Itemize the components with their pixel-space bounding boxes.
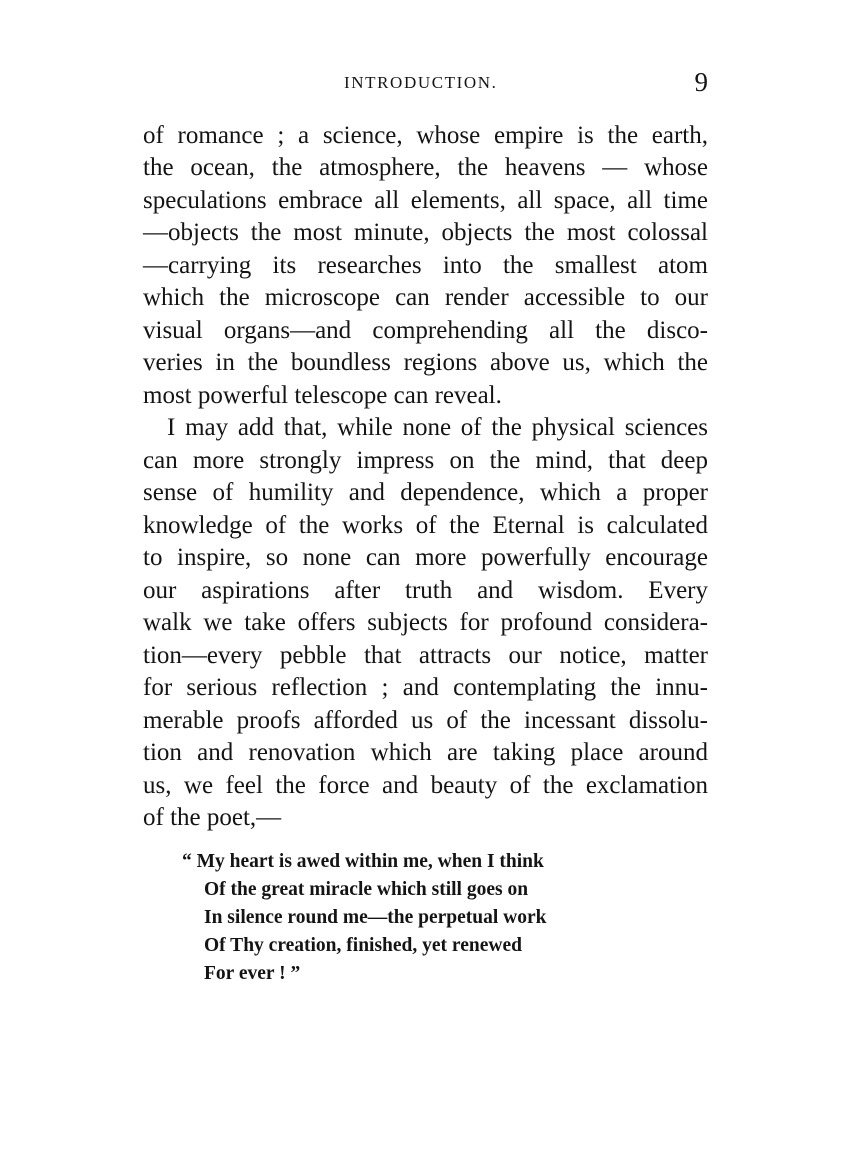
text-line: to inspire, so none can more powerfully encourage (143, 544, 708, 571)
verse-line: Of Thy creation, finished, yet renewed (204, 935, 522, 956)
text-line: —objects the most minute, objects the most colossal (143, 219, 708, 246)
running-title: INTRODUCTION. (344, 73, 498, 92)
verse-line: In silence round me—the perpetual work (204, 907, 547, 928)
text-line: sense of humility and dependence, which a proper (143, 479, 708, 506)
text-line: of romance ; a science, whose empire is the earth, (143, 122, 708, 149)
text-line: tion and renovation which are taking place around (143, 739, 708, 766)
text-line: veries in the boundless regions above us, which the (143, 349, 708, 376)
text-line: our aspirations after truth and wisdom. Every (143, 577, 708, 604)
text-line: —carrying its researches into the smallest atom (143, 252, 708, 279)
text-line: can more strongly impress on the mind, that deep (143, 447, 708, 474)
page-number: 9 (694, 67, 708, 97)
text-line: of the poet,— (143, 804, 282, 831)
text-line: merable proofs afforded us of the incessant dissolu- (143, 707, 708, 734)
text-line: most powerful telescope can reveal. (143, 382, 502, 409)
verse-line: Of the great miracle which still goes on (204, 879, 529, 900)
verse-line: For ever ! ” (204, 963, 301, 984)
verse-line: “ My heart is awed within me, when I think (182, 851, 544, 872)
text-line: knowledge of the works of the Eternal is calculated (143, 512, 708, 539)
text-line: tion—every pebble that attracts our notice, matter (143, 642, 708, 669)
text-line: which the microscope can render accessible to our (143, 284, 708, 311)
text-line: visual organs—and comprehending all the disco- (143, 317, 708, 344)
text-line: walk we take offers subjects for profound considera- (143, 609, 708, 636)
text-line: us, we feel the force and beauty of the exclamation (143, 772, 708, 799)
text-line: for serious reflection ; and contemplating the innu- (143, 674, 708, 701)
text-line: the ocean, the atmosphere, the heavens — whose (143, 154, 708, 181)
text-line: I may add that, while none of the physical sciences (167, 414, 708, 441)
text-line: speculations embrace all elements, all space, all time (143, 187, 708, 214)
running-head (143, 68, 711, 102)
